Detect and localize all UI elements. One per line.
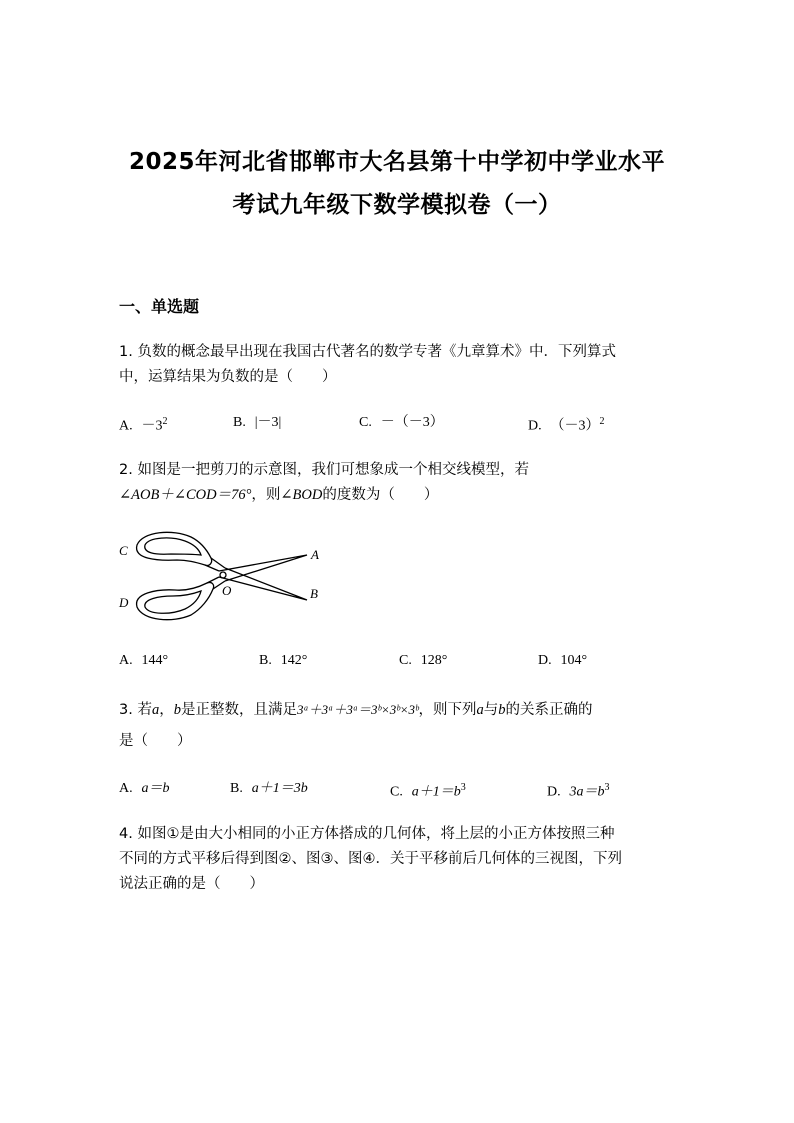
question-3-option-d[interactable] [547,778,610,803]
option-expression: a＋1＝3b [251,781,308,796]
separator: ， [159,702,174,718]
question-2-line-2 [119,483,679,508]
label-b: B [310,586,318,601]
pivot-screw [220,572,226,578]
lower-shank [207,577,219,583]
option-expression: 3a＝b [569,784,605,800]
question-4-number: 4. [119,826,133,842]
question-3-option-a[interactable] [119,778,170,799]
question-1-option-c[interactable] [359,412,444,433]
option-letter: D. [547,784,561,800]
option-letter: D. [538,653,552,668]
question-1-stem [119,340,679,390]
title-line-1: 2025年河北省邯郸市大名县第十中学初中学业水平 [128,149,665,175]
question-1-option-a[interactable] [119,412,168,437]
question-3-option-b[interactable] [230,778,308,799]
option-expression: 142° [280,653,308,668]
question-1-option-d[interactable] [528,412,605,437]
question-3-text-end: 的关系正确的 [505,702,593,718]
option-letter: C. [390,784,403,800]
question-4-line-1 [119,822,679,847]
option-expression: a＝b [141,781,170,796]
question-1-text: 负数的概念最早出现在我国古代著名的数学专著《九章算术》中．下列算式 [137,344,616,360]
question-2-option-b[interactable] [259,650,307,671]
question-1-option-b[interactable] [233,412,281,433]
option-expression: 104° [560,653,588,668]
option-exponent: 3 [604,782,610,793]
question-2-text: 如图是一把剪刀的示意图，我们可想象成一个相交线模型，若 [137,462,529,478]
upper-shank [205,565,219,571]
question-1-number: 1. [119,344,133,360]
var-a-ref: a [476,702,484,718]
scissors-figure [115,525,330,630]
var-b-ref: b [498,702,506,718]
option-exponent: 3 [460,782,466,793]
question-4-line-3: 说法正确的是（ ） [119,876,264,892]
question-2-stem [119,458,679,508]
question-2-text-mid: ，则 [251,487,281,503]
question-4-stem [119,822,679,897]
angle-condition: ∠AOB＋∠COD＝76° [119,487,252,503]
option-exponent: 2 [162,416,168,427]
var-b: b [173,702,181,718]
option-letter: B. [230,781,243,796]
option-expression: |－3| [254,415,282,430]
question-3-text-and: 与 [483,702,499,718]
question-2-text-end: 的度数为（ ） [322,487,439,503]
option-exponent: 2 [599,416,605,427]
question-4-line-2: 不同的方式平移后得到图②、图③、图④．关于平移前后几何体的三视图，下列 [119,851,622,867]
question-2-option-c[interactable] [399,650,447,671]
var-a: a [151,702,160,718]
question-3-line-2: 是（ ） [119,733,192,749]
option-expression: 144° [141,653,169,668]
option-letter: A. [119,653,133,668]
option-letter: B. [259,653,272,668]
label-a: A [311,547,319,562]
question-3-option-c[interactable] [390,778,466,803]
upper-handle-outer [137,532,212,565]
option-expression: －（－3） [380,415,444,430]
target-angle: ∠BOD [280,487,323,503]
lower-handle-inner [145,591,201,613]
question-3-text-start: 若 [137,702,152,718]
question-2-number: 2. [119,462,133,478]
question-3-stem [119,697,699,754]
blade-to-a [219,555,307,581]
option-letter: C. [399,653,412,668]
blade-to-b [219,568,307,600]
option-letter: B. [233,415,246,430]
option-expression: a＋1＝b [411,784,461,800]
label-o: O [222,583,232,598]
option-letter: C. [359,415,372,430]
question-2-line-1 [119,458,679,483]
question-1-line-1 [119,340,679,365]
option-expression: （－3） [550,418,600,434]
equation: 3ᵃ＋3ᵃ＋3ᵃ＝3ᵇ×3ᵇ×3ᵇ [296,702,419,717]
question-1-line-2: 中，运算结果为负数的是（ ） [119,369,337,385]
option-letter: D. [528,418,542,434]
question-2-option-d[interactable] [538,650,587,671]
option-letter: A. [119,781,133,796]
title-line-2: 考试九年级下数学模拟卷（一） [232,192,562,218]
label-d: D [119,595,129,610]
upper-shank-2 [211,558,225,568]
option-expression: －3 [141,418,163,434]
question-4-text: 如图①是由大小相同的小正方体搭成的几何体，将上层的小正方体按照三种 [137,826,615,842]
option-letter: A. [119,418,133,434]
question-3-line-1 [119,697,699,723]
option-expression: 128° [420,653,448,668]
question-3-text-mid: 是正整数，且满足 [180,702,297,718]
question-3-number: 3. [119,702,133,718]
section-heading: 一、单选题 [119,297,200,316]
question-2-option-a[interactable] [119,650,168,671]
upper-handle-inner [145,538,201,555]
question-3-text-after: ，则下列 [418,702,477,718]
label-c: C [119,543,128,558]
